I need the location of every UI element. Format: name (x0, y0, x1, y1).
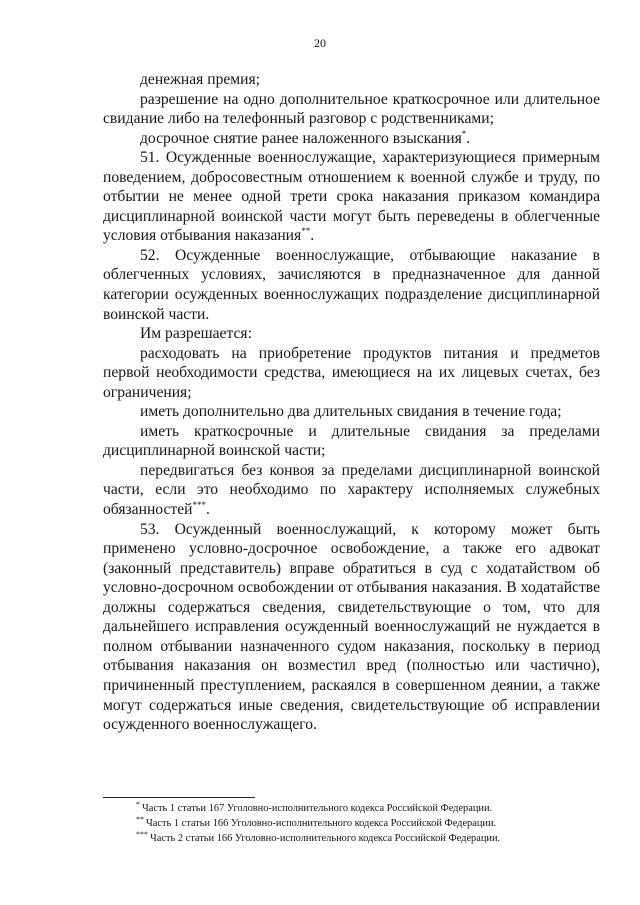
paragraph-text: 53. Осужденный военнослужащий, к которому может быть применено условно-досрочное освобождение, а также его адвокат (законный представитель) вправе обратиться в суд с ходатайством об условно-досрочном освобождении от отбывания наказания. В ходатайстве должны содержаться сведения, свидетельствующие о том, что для дальнейшего исправления осужденный военнослужащий не нуждается в полном отбывании назначенного судом наказания, поскольку в период отбывания наказания он возместил вред (полностью или частично), причиненный преступлением, раскаялся в совершенном деянии, а также могут содержаться иные сведения, свидетельствующие об исправлении осужденного военнослужащего. (103, 520, 600, 734)
footnote (136, 801, 606, 816)
paragraph (103, 148, 600, 246)
paragraph-text: досрочное снятие ранее наложенного взыскания (140, 129, 462, 147)
page-number: 20 (314, 36, 326, 50)
paragraph (103, 520, 600, 735)
paragraph-tail: . (466, 129, 471, 147)
paragraph (103, 129, 600, 149)
paragraph-text: 52. Осужденные военнослужащие, отбывающие наказание в облегченных условиях, зачисляются в предназначенное для данной категории осужденных военнослужащих подразделение дисциплинарной воинской части. (103, 246, 600, 323)
footnote-text: Часть 1 статьи 167 Уголовно-исполнительного кодекса Российской Федерации. (142, 803, 493, 814)
footnote (136, 831, 606, 846)
paragraph-text: разрешение на одно дополнительное краткосрочное или длительное свидание либо на телефонный разговор с родственниками; (103, 90, 600, 128)
paragraph-text: денежная премия; (140, 71, 261, 88)
paragraph-text: Им разрешается: (140, 325, 252, 343)
paragraph-text: расходовать на приобретение продуктов питания и предметов первой необходимости средства, имеющиеся на их лицевых счетах, без ограничения; (103, 344, 600, 401)
document-body (103, 70, 600, 735)
paragraph-text: передвигаться без конвоя за пределами дисциплинарной воинской части, если это необходимо по характеру исполняемых служебных обязанностей (103, 461, 600, 519)
paragraph (103, 324, 600, 344)
paragraph (103, 90, 600, 129)
paragraph-text: 51. Осужденные военнослужащие, характеризующиеся примерным поведением, добросовестным отношением к военной службе и труду, по отбытии не менее одной трети срока наказания приказом командира дисциплинарной воинской части могут быть переведены в облегченные условия отбывания наказания (103, 149, 600, 245)
paragraph-tail: . (205, 501, 210, 519)
footnote-ref: * (461, 128, 467, 139)
footnote (136, 816, 606, 831)
paragraph (103, 246, 600, 324)
paragraph-tail: . (310, 227, 315, 245)
paragraph (103, 402, 600, 422)
footnote-mark: ** (136, 814, 144, 824)
footnote-ref: ** (301, 226, 311, 237)
paragraph-text: иметь краткосрочные и длительные свидания за пределами дисциплинарной воинской части; (103, 422, 600, 460)
footnote-text: Часть 1 статьи 166 Уголовно-исполнительного кодекса Российской Федерации. (146, 818, 497, 830)
paragraph (103, 344, 600, 403)
footnote-mark: *** (136, 829, 148, 839)
footnotes (136, 801, 606, 847)
footnote-ref: *** (192, 499, 206, 510)
paragraph-text: иметь дополнительно два длительных свидания в течение года; (140, 403, 562, 421)
footnote-text: Часть 2 статьи 166 Уголовно-исполнительного кодекса Российской Федерации. (150, 833, 501, 845)
footnote-divider (103, 797, 255, 798)
paragraph (103, 422, 600, 461)
paragraph (103, 461, 600, 520)
footnote-mark: * (136, 799, 140, 809)
paragraph (103, 70, 600, 90)
